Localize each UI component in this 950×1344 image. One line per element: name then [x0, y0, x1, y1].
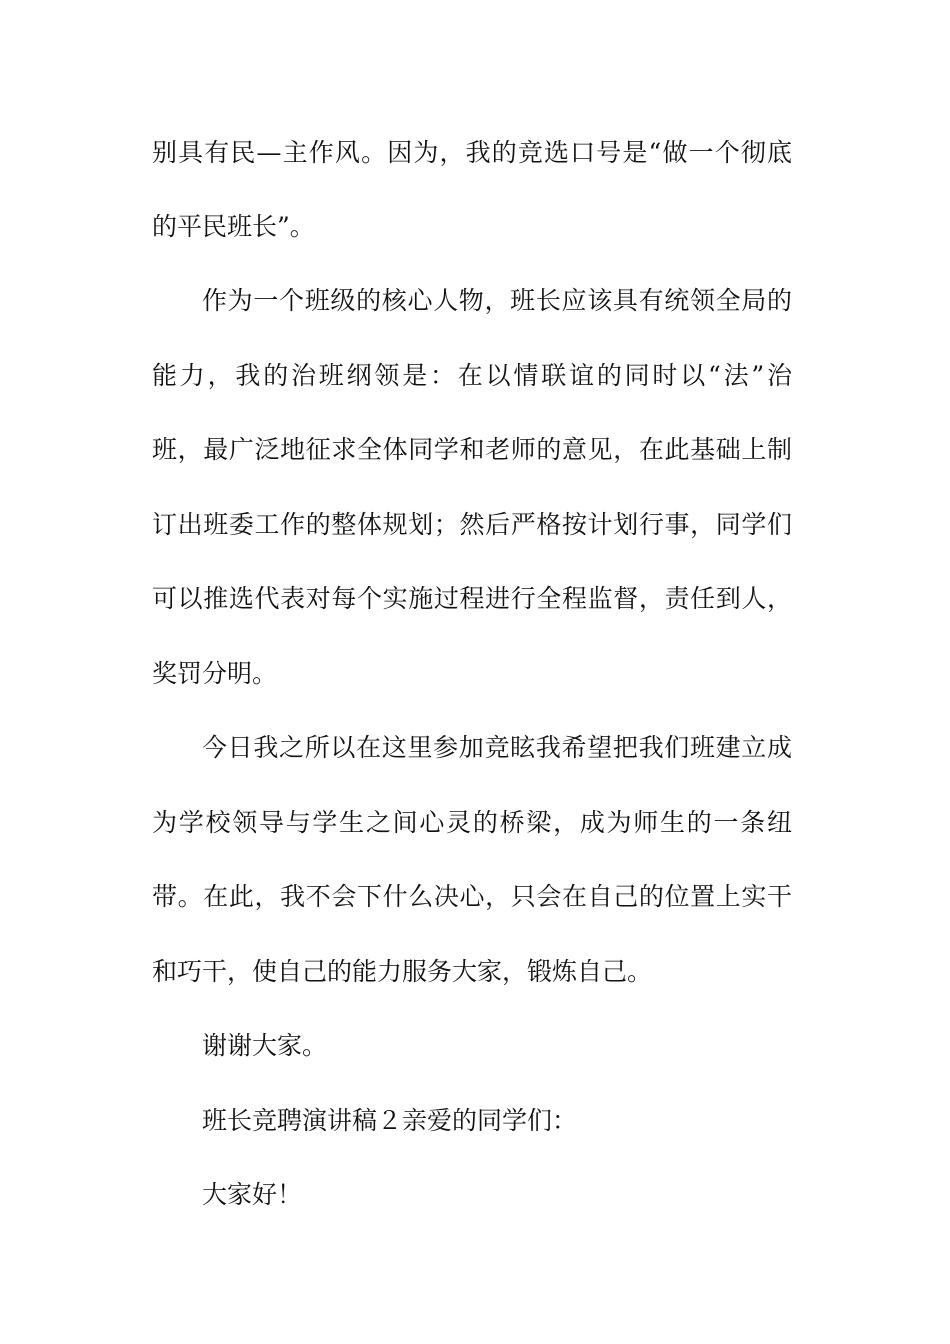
- paragraph-line: 大家好！: [202, 1180, 303, 1209]
- paragraph-line: 带。在此，我不会下什么决心，只会在自己的位置上实干: [152, 882, 792, 911]
- paragraph-line: 今日我之所以在这里参加竞眩我希望把我们班建立成: [202, 733, 792, 762]
- paragraph-line: 和巧干，使自己的能力服务大家，锻炼自己。: [152, 957, 653, 986]
- paragraph-line: 班长竞聘演讲稿２亲爱的同学们：: [202, 1106, 578, 1135]
- paragraph-line: 能力，我的治班纲领是：在以情联谊的同时以“法”治: [152, 361, 792, 390]
- paragraph-line: 别具有民—主作风。因为，我的竞选口号是“做一个彻底: [152, 138, 792, 167]
- paragraph-line: 可以推选代表对每个实施过程进行全程监督，责任到人，: [152, 584, 792, 613]
- paragraph-line: 的平民班长”。: [152, 212, 315, 241]
- paragraph-line: 谢谢大家。: [202, 1031, 328, 1060]
- paragraph-line: 为学校领导与学生之间心灵的桥梁，成为师生的一条纽: [152, 808, 792, 837]
- paragraph-line: 作为一个班级的核心人物，班长应该具有统领全局的: [202, 286, 792, 315]
- paragraph-line: 奖罚分明。: [152, 659, 278, 688]
- paragraph-line: 订出班委工作的整体规划；然后严格按计划行事，同学们: [152, 510, 792, 539]
- paragraph-line: 班，最广泛地征求全体同学和老师的意见，在此基础上制: [152, 435, 792, 464]
